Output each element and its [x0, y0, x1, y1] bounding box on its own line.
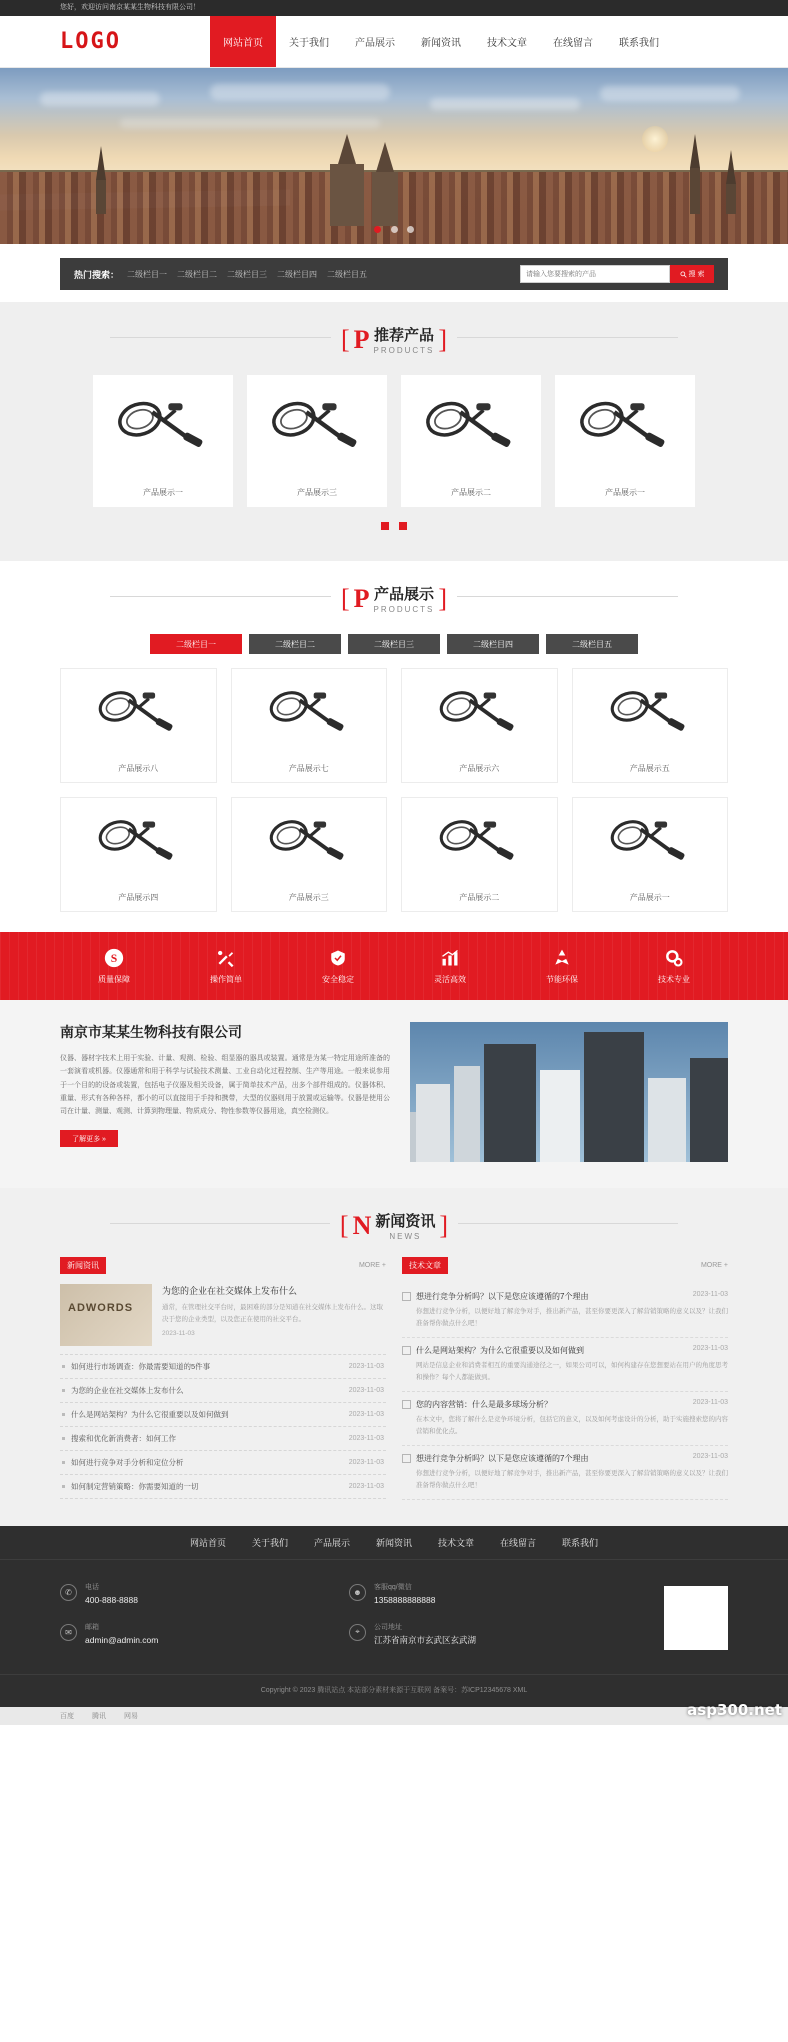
footer-contact-col-2	[349, 1578, 608, 1658]
feature-item-tech	[639, 947, 709, 985]
site-header	[0, 16, 788, 68]
feature-item-eco	[527, 947, 597, 985]
quality-icon	[103, 947, 125, 969]
featured-news-image-word: ADWORDS	[68, 1302, 134, 1314]
footer-contact-col-1	[60, 1578, 319, 1658]
article-date: 2023-11-03	[692, 1345, 728, 1353]
bullet-icon	[62, 1437, 65, 1440]
product-card[interactable]	[572, 797, 729, 912]
hot-search-label: 热门搜索：	[74, 269, 120, 280]
news-section	[0, 1188, 788, 1526]
article-item[interactable]	[402, 1284, 728, 1338]
product-image	[99, 381, 227, 477]
products-title-cn: 产品展示	[373, 586, 434, 603]
product-name: 产品展示四	[118, 893, 159, 902]
article-title[interactable]: 想进行竞争分析吗？以下是您应该遵循的7个理由	[416, 1292, 589, 1301]
recommend-pagination[interactable]	[0, 513, 788, 551]
article-desc: 你想进行竞争分析，以便好地了解竞争对手，推出新产品，甚至你要更深入了解营销策略的意义以及？让我们准备帮你做点什么吧！	[416, 1308, 728, 1328]
product-image	[561, 381, 689, 477]
footer-nav	[0, 1526, 788, 1560]
recycle-icon	[551, 947, 573, 969]
footer-nav-news[interactable]: 新闻资讯	[375, 1538, 412, 1549]
phone-icon: ✆	[60, 1584, 77, 1601]
news-list	[60, 1354, 386, 1499]
news-item-date: 2023-11-03	[348, 1387, 384, 1394]
friend-link-netease[interactable]: 网易	[124, 1713, 138, 1721]
product-name: 产品展示三	[288, 893, 329, 902]
featured-news-desc: 通常，在管理社交平台时，最困难的部分是知道在社交媒体上发布什么。这取决于您的企业类型，以及您正在使用的社交平台。	[162, 1304, 383, 1323]
nav-item-news[interactable]: 新闻资讯	[421, 38, 461, 49]
product-name: 产品展示五	[629, 764, 670, 773]
friend-link-tencent[interactable]: 腾讯	[92, 1713, 106, 1721]
document-icon	[402, 1292, 411, 1301]
product-category-tabs	[0, 630, 788, 668]
search-section	[0, 244, 788, 302]
bracket-left-icon: [	[340, 583, 350, 613]
friend-link-baidu[interactable]: 百度	[60, 1713, 74, 1721]
tab-category-4[interactable]: 二级栏目四	[447, 634, 539, 654]
welcome-text: 您好，欢迎访问南京某某生物科技有限公司！	[60, 4, 200, 11]
product-card[interactable]	[60, 797, 217, 912]
banner-dot-2[interactable]	[391, 226, 398, 233]
banner-spire-far-right	[726, 184, 736, 214]
feature-label: 安全稳定	[322, 975, 354, 984]
product-image	[67, 804, 210, 884]
product-name: 产品展示二	[459, 893, 500, 902]
bracket-right-icon: ]	[438, 324, 448, 354]
product-image	[408, 804, 551, 884]
footer-qq-label: 客服qq/微信	[374, 1584, 412, 1592]
letter-n-icon: N	[352, 1210, 372, 1240]
list-item[interactable]	[60, 1379, 386, 1403]
hot-link-2[interactable]: 二级栏目二	[177, 269, 218, 279]
article-desc: 你想进行竞争分析，以便好地了解竞争对手，推出新产品，甚至你要更深入了解营销策略的意义以及？让我们准备帮你做点什么吧！	[416, 1470, 728, 1490]
articles-column	[402, 1257, 728, 1500]
qr-code-image	[664, 1586, 728, 1650]
footer-qq-value: 1358888888888	[374, 1595, 436, 1606]
article-title[interactable]: 想进行竞争分析吗？以下是您应该遵循的7个理由	[416, 1454, 589, 1464]
features-bar	[0, 932, 788, 1000]
article-desc: 在本文中，您将了解什么是竞争环境分析，包括它的意义，以及如何考虑设计的分析，助于实施搜索您的内容营销和优化点。	[416, 1416, 728, 1436]
about-description: 仪器、器材字技术上用于实验、计量、观测、检验、组显器的器具或装置。通常是为某一特定用途所准备的一套演看或机器。仪器通常和用于科学与试验技术测量、工业自动化过程控制、生产等用途。一般来说参用于一个目的的设备或装置，包括电子仪器及相关设备，属于简单技术产品，出多个部件组成的。仪器体积、重量、形式有各种各样，都小的可以直接用于手持和携带，大型的仪器则用于放置或运输等。仪器是使用公司在计量、测量、观测、计算到物理量、物质成分、物性参数等仪器用途，真空检测仪。	[60, 1055, 390, 1116]
top-welcome-bar	[0, 0, 788, 16]
footer-nav-products[interactable]: 产品展示	[313, 1538, 350, 1549]
product-card[interactable]	[93, 375, 233, 507]
product-card[interactable]	[401, 797, 558, 912]
about-section	[0, 1000, 788, 1188]
product-image	[579, 804, 722, 884]
news-item-title[interactable]: 什么是网站架构？为什么它很重要以及如何做到	[71, 1410, 229, 1419]
qq-icon: ☻	[349, 1584, 366, 1601]
footer-address	[349, 1618, 608, 1646]
news-item-date: 2023-11-03	[348, 1435, 384, 1442]
footer-mail-value: admin@admin.com	[85, 1635, 159, 1646]
product-card[interactable]	[572, 668, 729, 783]
location-icon: ⌖	[349, 1624, 366, 1641]
svg-text:S: S	[110, 952, 118, 966]
nav-item-about[interactable]: 关于我们	[289, 38, 329, 49]
nav-item-articles[interactable]: 技术文章	[487, 38, 527, 49]
tools-icon	[215, 947, 237, 969]
gear-icon	[663, 947, 685, 969]
products-title-en: PRODUCTS	[373, 605, 435, 614]
news-item-date: 2023-11-03	[348, 1459, 384, 1466]
footer-nav-contact[interactable]: 联系我们	[562, 1538, 599, 1549]
hot-search-links	[127, 269, 367, 280]
list-item[interactable]	[60, 1475, 386, 1499]
hot-link-4[interactable]: 二级栏目四	[277, 269, 318, 279]
product-card[interactable]	[247, 375, 387, 507]
about-image-block	[410, 1022, 728, 1162]
news-tag: 新闻资讯	[60, 1257, 106, 1274]
products-grid	[60, 668, 728, 912]
footer-phone-label: 电话	[85, 1584, 99, 1592]
article-date: 2023-11-03	[692, 1453, 728, 1461]
news-column	[60, 1257, 386, 1500]
product-card[interactable]	[401, 375, 541, 507]
news-item-title[interactable]: 搜索和优化新消费者：如何工作	[71, 1434, 176, 1443]
letter-p-icon: P	[353, 324, 370, 354]
banner-dot-3[interactable]	[407, 226, 414, 233]
product-name: 产品展示三	[297, 488, 337, 497]
about-image	[410, 1022, 728, 1162]
product-image	[238, 675, 381, 755]
product-name: 产品展示七	[288, 764, 329, 773]
footer-qq	[349, 1578, 608, 1606]
banner-church-tower-2	[372, 172, 398, 226]
product-image	[238, 804, 381, 884]
bullet-icon	[62, 1485, 65, 1488]
bullet-icon	[62, 1389, 65, 1392]
bracket-left-icon: [	[339, 1210, 349, 1240]
chart-icon	[439, 947, 461, 969]
bracket-left-icon: [	[340, 324, 350, 354]
footer-nav-message[interactable]: 在线留言	[500, 1538, 537, 1549]
banner-clouds	[0, 78, 788, 148]
main-nav	[210, 16, 788, 67]
footer-phone	[60, 1578, 319, 1606]
nav-item-home[interactable]: 网站首页	[210, 16, 276, 67]
logo-area[interactable]	[0, 16, 210, 67]
recommend-title	[0, 302, 788, 371]
banner-sun	[642, 126, 668, 152]
tab-category-1[interactable]: 二级栏目一	[150, 634, 242, 654]
banner-spire-right	[690, 168, 700, 214]
feature-label: 操作简单	[210, 975, 242, 984]
about-text-block	[60, 1022, 390, 1162]
footer-nav-about[interactable]: 关于我们	[251, 1538, 288, 1549]
product-card[interactable]	[401, 668, 558, 783]
recommend-title-en: PRODUCTS	[373, 346, 435, 355]
banner-spire-left	[96, 180, 106, 214]
product-name: 产品展示一	[605, 488, 645, 497]
feature-label: 技术专业	[658, 975, 690, 984]
feature-item-secure	[303, 947, 373, 985]
product-name: 产品展示六	[459, 764, 500, 773]
footer-address-value: 江苏省南京市玄武区玄武湖	[374, 1635, 477, 1646]
product-name: 产品展示八	[118, 764, 159, 773]
tab-category-5[interactable]: 二级栏目五	[546, 634, 638, 654]
featured-news-image	[60, 1284, 152, 1346]
news-item-date: 2023-11-03	[348, 1363, 384, 1370]
article-desc: 网站是信息企业和消费者相互的重要沟通途径之一，如果公司可以，如何构建存在您想要站在用户的角度思考和操作？每个人都能做到。	[416, 1362, 728, 1382]
hot-link-3[interactable]: 二级栏目三	[227, 269, 268, 279]
product-image	[408, 675, 551, 755]
footer-mail	[60, 1618, 319, 1646]
featured-news-item[interactable]	[60, 1284, 386, 1346]
feature-label: 质量保障	[98, 975, 130, 984]
featured-news-date: 2023-11-03	[162, 1330, 195, 1338]
hot-link-5[interactable]: 二级栏目五	[327, 269, 368, 279]
list-item[interactable]	[60, 1403, 386, 1427]
product-card[interactable]	[231, 797, 388, 912]
articles-tag: 技术文章	[402, 1257, 448, 1274]
product-image	[67, 675, 210, 755]
footer-nav-articles[interactable]: 技术文章	[438, 1538, 475, 1549]
product-card[interactable]	[60, 668, 217, 783]
news-item-title[interactable]: 如何进行竞争对手分析和定位分析	[71, 1458, 184, 1467]
footer-phone-value: 400-888-8888	[85, 1595, 138, 1606]
copyright-text: Copyright © 2023 腾讯站点 本站部分素材来源于互联网 备案号：苏ICP12345678 XML	[0, 1674, 788, 1707]
news-title-cn: 新闻资讯	[375, 1213, 436, 1230]
article-date: 2023-11-03	[692, 1291, 728, 1298]
list-item[interactable]	[60, 1355, 386, 1379]
product-image	[253, 381, 381, 477]
bullet-icon	[62, 1461, 65, 1464]
document-icon	[402, 1400, 411, 1409]
footer-qr-col	[638, 1578, 728, 1658]
search-box	[520, 265, 714, 283]
shield-icon	[327, 947, 349, 969]
feature-label: 节能环保	[546, 975, 578, 984]
nav-item-products[interactable]: 产品展示	[355, 38, 395, 49]
product-card[interactable]	[231, 668, 388, 783]
watermark: asp300.net	[687, 1701, 782, 1720]
search-button[interactable]	[670, 265, 714, 283]
bracket-right-icon: ]	[438, 583, 448, 613]
news-item-date: 2023-11-03	[348, 1411, 384, 1418]
feature-item-efficient	[415, 947, 485, 985]
site-footer	[0, 1526, 788, 1707]
news-title	[0, 1188, 788, 1257]
tab-category-3[interactable]: 二级栏目三	[348, 634, 440, 654]
article-item[interactable]	[402, 1338, 728, 1392]
footer-nav-home[interactable]: 网站首页	[189, 1538, 226, 1549]
articles-more-link[interactable]: MORE +	[700, 1262, 728, 1269]
document-icon	[402, 1454, 411, 1463]
bracket-right-icon: ]	[439, 1210, 449, 1240]
feature-label: 灵活高效	[434, 975, 466, 984]
hero-banner[interactable]	[0, 68, 788, 244]
mail-icon: ✉	[60, 1624, 77, 1641]
news-column-header	[60, 1257, 386, 1274]
footer-address-label: 公司地址	[374, 1624, 402, 1632]
tab-category-2[interactable]: 二级栏目二	[249, 634, 341, 654]
about-more-button[interactable]: 了解更多 »	[60, 1130, 118, 1147]
articles-column-header	[402, 1257, 728, 1274]
search-icon	[680, 271, 687, 278]
article-title[interactable]: 什么是网站架构？为什么它很重要以及如何做到	[416, 1346, 584, 1356]
recommend-dot-2[interactable]	[399, 522, 407, 530]
friend-links-bar	[0, 1707, 788, 1725]
search-input[interactable]	[520, 265, 670, 283]
article-date: 2023-11-03	[692, 1399, 728, 1407]
product-name: 产品展示一	[143, 488, 183, 497]
article-title[interactable]: 您的内容营销：什么是最多球场分析？	[416, 1400, 552, 1410]
search-button-label: 搜 索	[688, 271, 705, 278]
news-more-link[interactable]: MORE +	[358, 1262, 386, 1269]
products-section	[0, 561, 788, 932]
hot-link-1[interactable]: 二级栏目一	[127, 269, 168, 279]
bullet-icon	[62, 1413, 65, 1416]
news-item-date: 2023-11-03	[348, 1483, 384, 1490]
search-bar	[60, 258, 728, 290]
site-logo[interactable]: LOGO	[60, 29, 121, 54]
feature-item-quality	[79, 947, 149, 985]
product-image	[407, 381, 535, 477]
recommend-dot-1[interactable]	[381, 522, 389, 530]
banner-church-tower	[330, 164, 364, 226]
recommend-grid	[0, 371, 788, 513]
news-title-en: NEWS	[389, 1232, 422, 1241]
article-item[interactable]	[402, 1392, 728, 1446]
nav-item-contact[interactable]: 联系我们	[619, 38, 659, 49]
list-item[interactable]	[60, 1451, 386, 1475]
product-image	[579, 675, 722, 755]
product-card[interactable]	[555, 375, 695, 507]
banner-pagination[interactable]	[0, 222, 788, 236]
letter-p-icon: P	[353, 583, 370, 613]
nav-item-message[interactable]: 在线留言	[553, 38, 593, 49]
banner-dot-1[interactable]	[374, 226, 381, 233]
list-item[interactable]	[60, 1427, 386, 1451]
news-item-title[interactable]: 如何制定营销策略：你需要知道的一切	[71, 1482, 199, 1491]
product-name: 产品展示二	[451, 488, 491, 497]
news-item-title[interactable]: 如何进行市场调查：你最需要知道的5件事	[71, 1362, 211, 1371]
bullet-icon	[62, 1365, 65, 1368]
products-title	[0, 561, 788, 630]
article-item[interactable]	[402, 1446, 728, 1500]
news-item-title[interactable]: 为您的企业在社交媒体上发布什么	[71, 1386, 184, 1395]
about-title: 南京市某某生物科技有限公司	[60, 1024, 242, 1040]
featured-news-title[interactable]: 为您的企业在社交媒体上发布什么	[162, 1286, 298, 1296]
document-icon	[402, 1346, 411, 1355]
recommend-title-cn: 推荐产品	[373, 327, 434, 344]
feature-item-simple	[191, 947, 261, 985]
footer-mail-label: 邮箱	[85, 1624, 99, 1632]
product-name: 产品展示一	[629, 893, 670, 902]
recommend-section	[0, 302, 788, 561]
